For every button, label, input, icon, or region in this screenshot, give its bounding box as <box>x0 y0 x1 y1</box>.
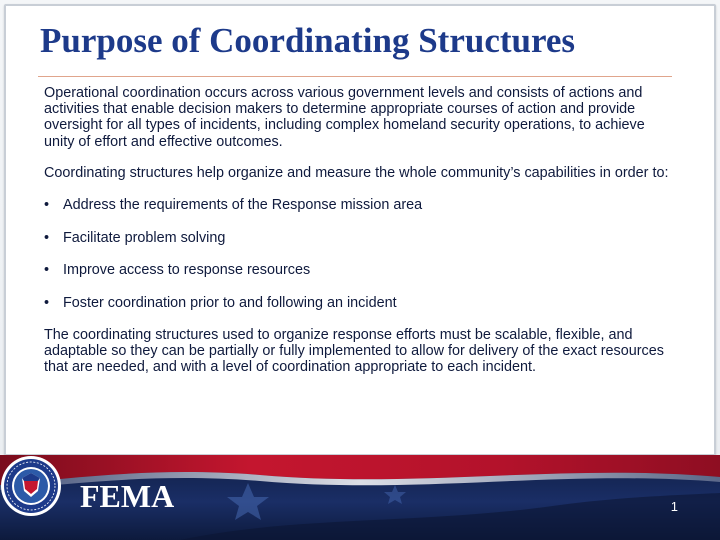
bullet-marker: • <box>44 294 50 311</box>
bullet-item <box>44 230 678 246</box>
bullet-marker: • <box>44 197 50 214</box>
fema-logo: FEMA <box>80 478 175 514</box>
bullet-list <box>44 197 678 311</box>
intro-paragraph: Operational coordination occurs across various government levels and consists of actions and activities that enable decision makers to determine appropriate courses of action and provide oversight for all types of incidents, including complex homeland security operations, to achieve unity of effort and effective outcomes. <box>44 85 645 150</box>
bullet-marker: • <box>44 262 50 279</box>
closing-paragraph: The coordinating structures used to organize response efforts must be scalable, flexible, and adaptable so they can be partially or fully implemented to allow for delivery of the exact resources that are needed, and with a level of coordination appropriate to each incident. <box>44 327 664 376</box>
lead-in-paragraph: Coordinating structures help organize and measure the whole community’s capabilities in order to: <box>44 165 669 182</box>
slide-body <box>44 85 678 391</box>
footer-banner <box>0 455 720 540</box>
bullet-item <box>44 295 678 311</box>
bullet-text: Foster coordination prior to and following an incident <box>63 294 397 311</box>
bullet-text: Address the requirements of the Response mission area <box>63 197 423 214</box>
slide-title: Purpose of Coordinating Structures <box>40 21 576 60</box>
bullet-text: Improve access to response resources <box>63 262 311 279</box>
title-divider <box>38 76 672 77</box>
dhs-seal-icon <box>0 455 62 517</box>
bullet-text: Facilitate problem solving <box>63 229 226 246</box>
bullet-marker: • <box>44 229 50 246</box>
page-number: 1 <box>670 499 678 514</box>
bullet-item <box>44 262 678 278</box>
bullet-item <box>44 197 678 213</box>
